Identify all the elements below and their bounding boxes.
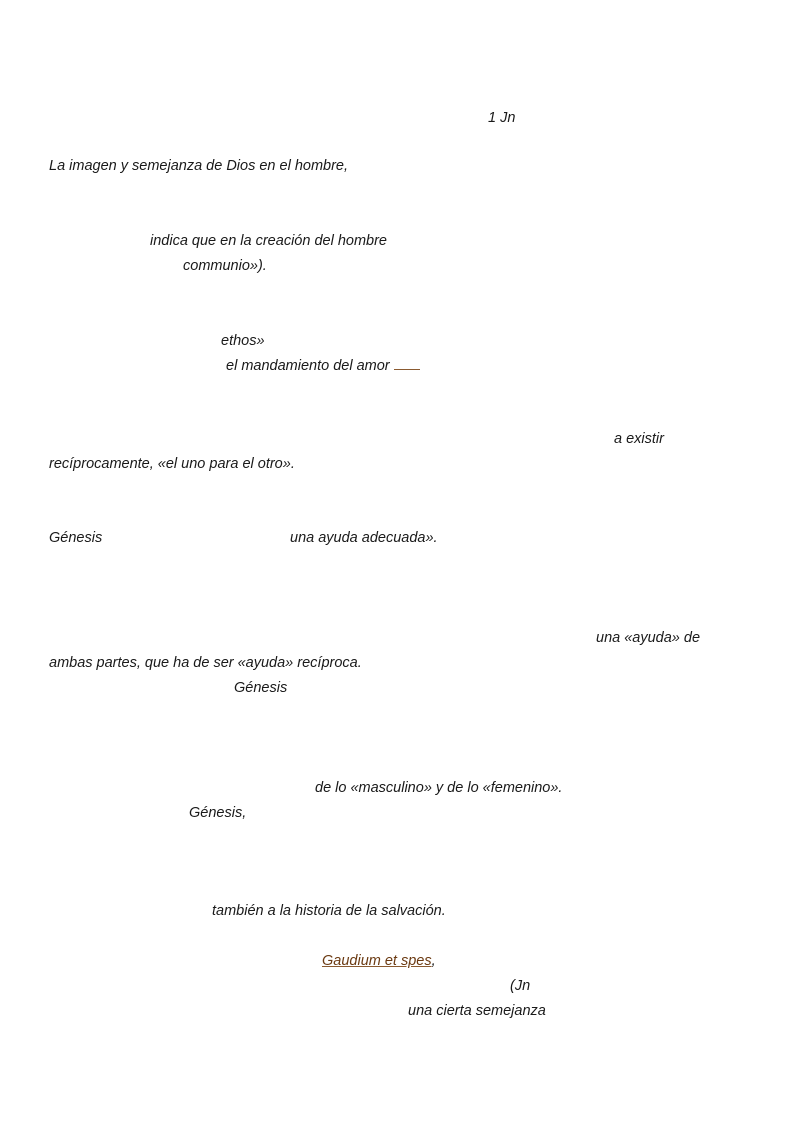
- text-fragment: Génesis,: [189, 805, 247, 821]
- text-fragment-inner: ,: [431, 953, 436, 969]
- text-fragment: communio»).: [183, 258, 267, 274]
- text-fragment: recíprocamente, «el uno para el otro».: [49, 456, 295, 472]
- text-fragment: ambas partes, que ha de ser «ayuda» recíproca.: [49, 655, 362, 671]
- text-fragment: de lo «masculino» y de lo «femenino».: [315, 780, 563, 796]
- text-fragment: 1 Jn: [488, 110, 516, 126]
- text-fragment: una «ayuda» de: [596, 630, 701, 646]
- footnote-link[interactable]: [394, 357, 420, 370]
- gaudium-et-spes-link[interactable]: Gaudium et spes: [322, 953, 432, 969]
- text-fragment: a existir: [614, 431, 664, 447]
- text-fragment: una ayuda adecuada».: [290, 530, 438, 546]
- text-fragment: [226, 357, 420, 375]
- text-fragment: La imagen y semejanza de Dios en el hombre,: [49, 158, 349, 174]
- text-fragment: (Jn: [510, 978, 531, 994]
- text-fragment-inner: el mandamiento del amor: [226, 358, 390, 374]
- text-fragment: Génesis: [49, 530, 103, 546]
- text-fragment: indica que en la creación del hombre: [150, 233, 387, 249]
- text-fragment: también a la historia de la salvación.: [212, 903, 446, 919]
- text-fragment: ethos»: [221, 333, 265, 349]
- text-fragment: una cierta semejanza: [408, 1003, 546, 1019]
- text-fragment: Génesis: [234, 680, 288, 696]
- text-fragment: [322, 952, 436, 970]
